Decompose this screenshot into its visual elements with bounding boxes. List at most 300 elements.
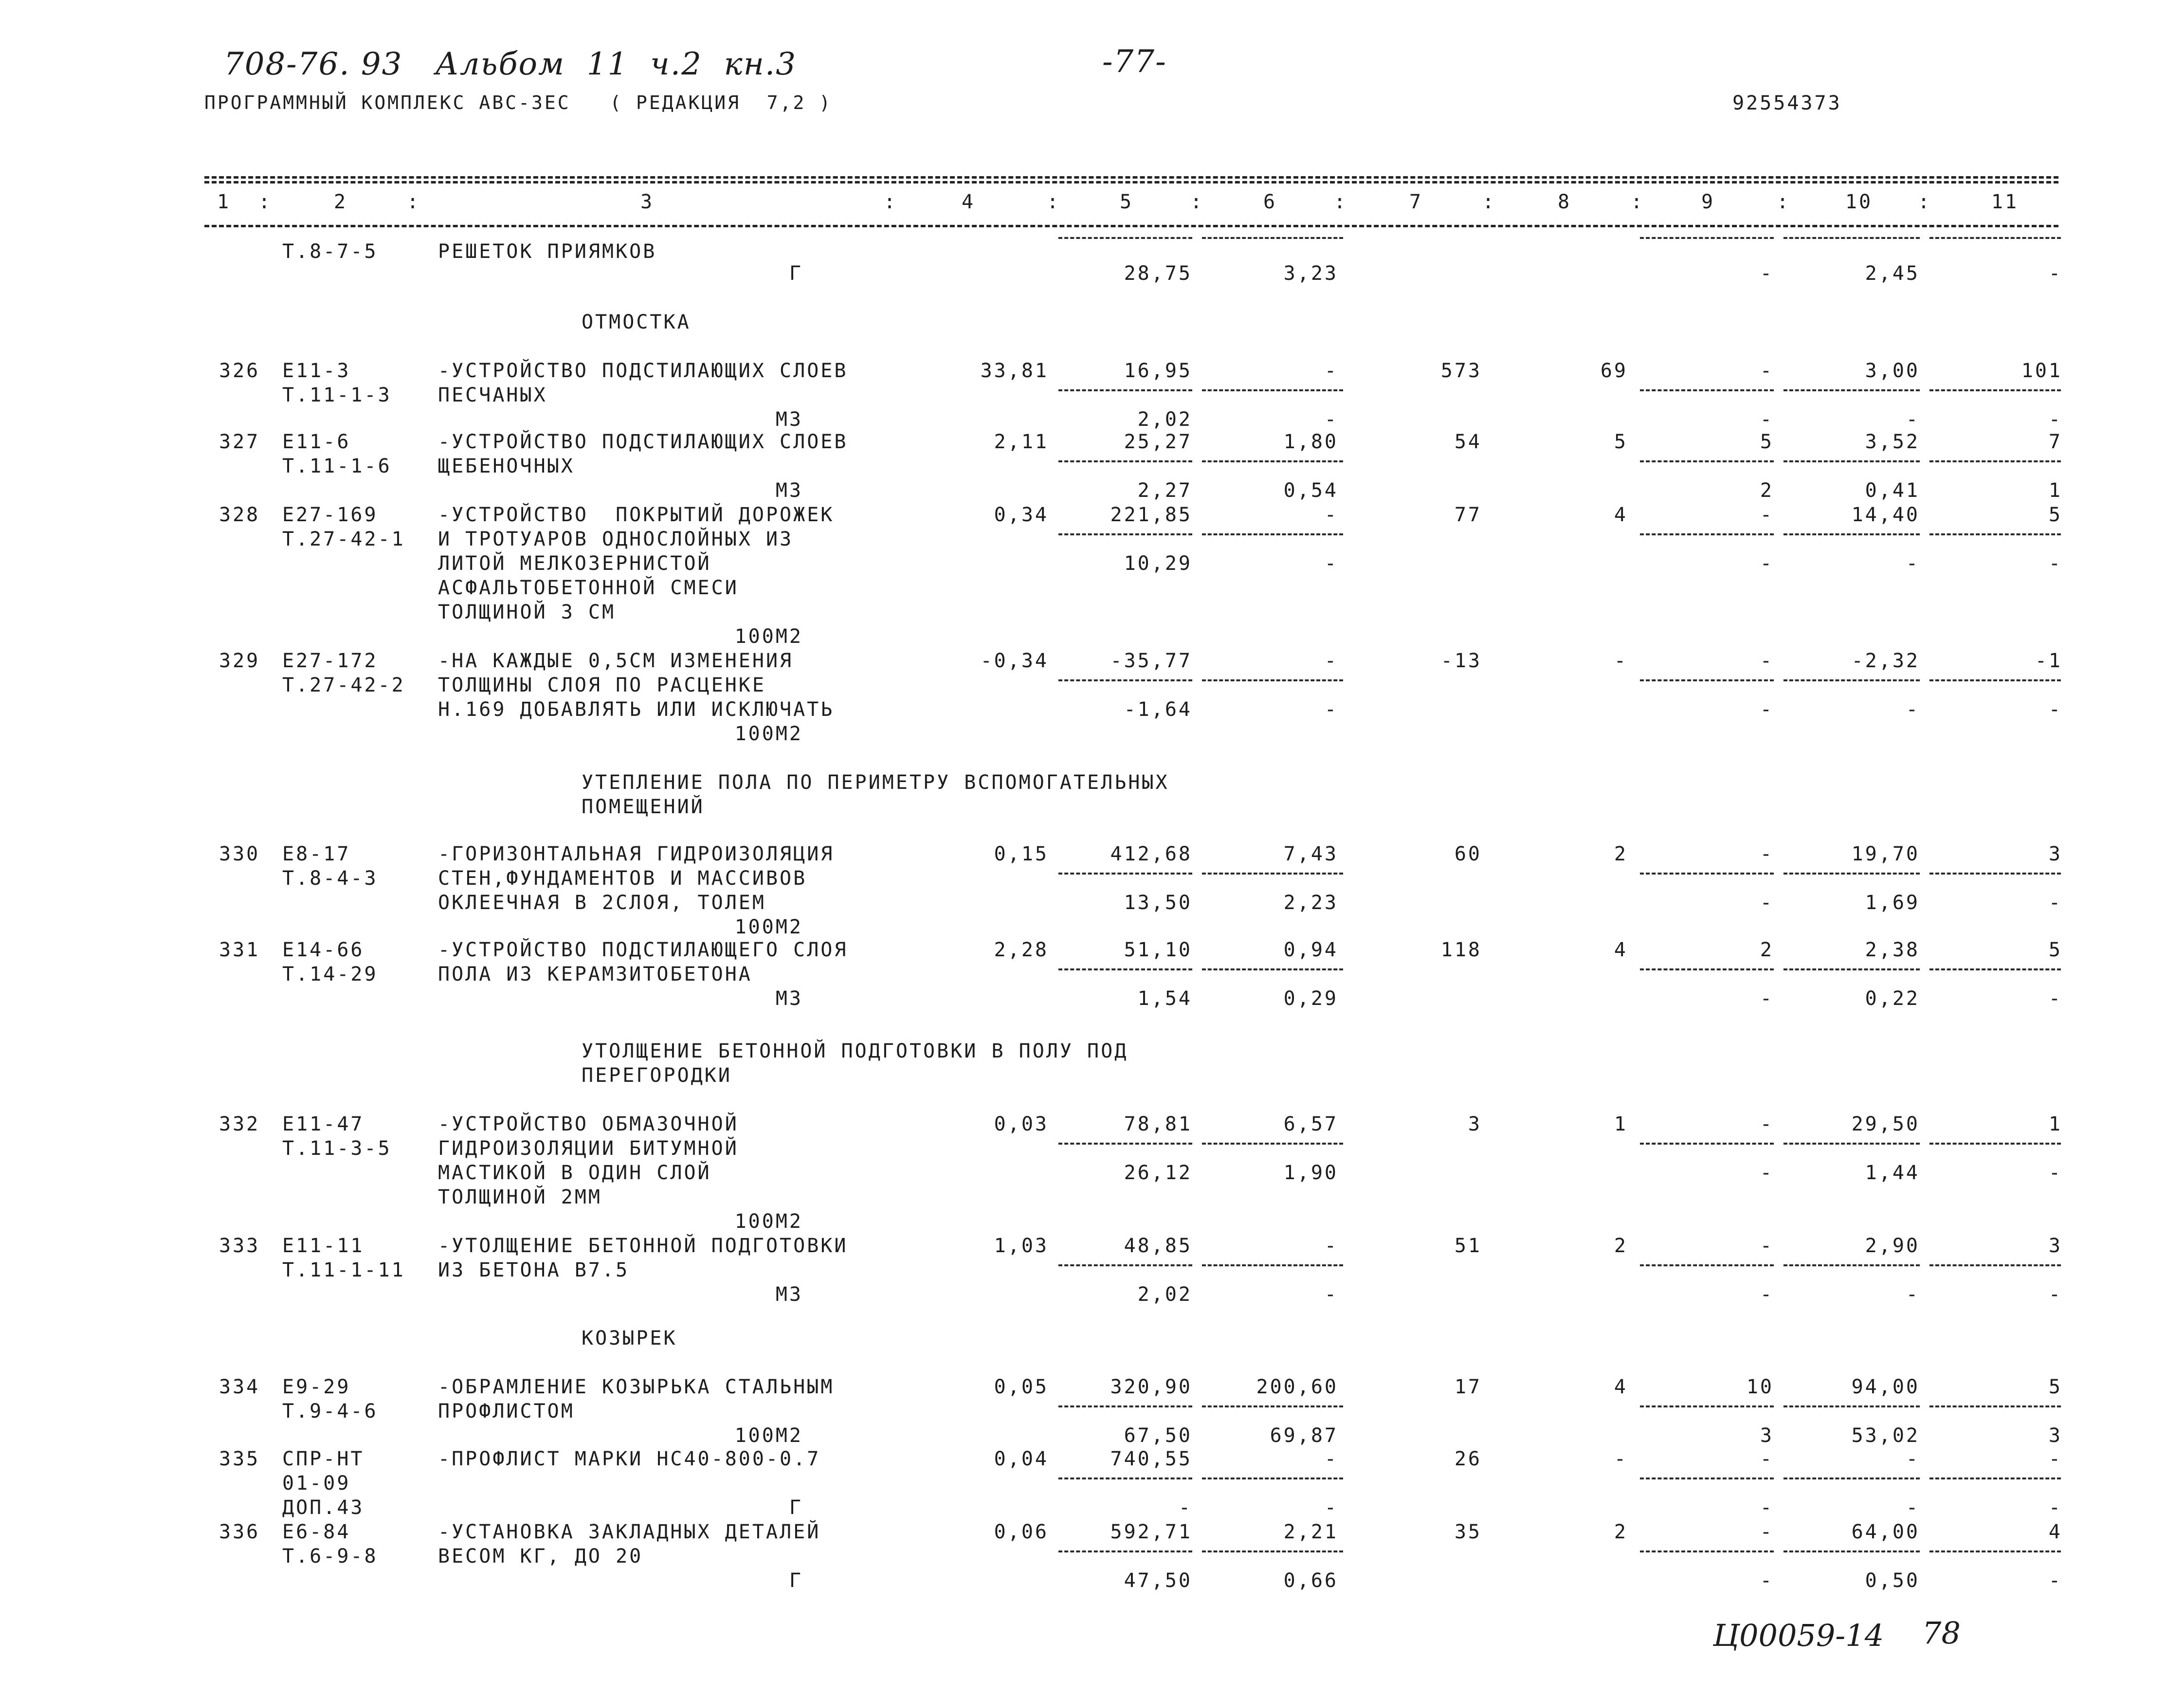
labour-per-unit: 3,52	[1865, 431, 1920, 453]
labour-total: 4	[2048, 1521, 2062, 1543]
norm-code-table: Т.9-4-6	[282, 1400, 378, 1422]
cost-separator	[1058, 460, 1192, 462]
row-number: 326	[219, 360, 260, 382]
total-machines-wages: -	[1760, 262, 1774, 285]
total-machines-wages: -	[1760, 408, 1774, 431]
labour-machinists-per-unit: 0,50	[1865, 1569, 1920, 1592]
work-description: -УСТРОЙСТВО ПОДСТИЛАЮЩЕГО СЛОЯ	[438, 939, 848, 961]
total-machines-wages: 2	[1760, 479, 1774, 502]
labour-per-unit: 94,00	[1851, 1376, 1920, 1398]
norm-code-table: Т.27-42-1	[282, 528, 405, 550]
column-divider: :	[1482, 191, 1496, 213]
column-header-1: 1	[217, 191, 231, 213]
labour-machinists-per-unit: 0,22	[1865, 987, 1920, 1010]
total-machines: 5	[1760, 431, 1774, 453]
cost-separator	[1784, 873, 1920, 875]
work-description: -УТОЛЩЕНИЕ БЕТОННОЙ ПОДГОТОВКИ	[438, 1235, 848, 1257]
labour-total: 1	[2048, 1113, 2062, 1135]
labour-total: 5	[2048, 1376, 2062, 1398]
work-description: -УСТРОЙСТВО ОБМАЗОЧНОЙ	[438, 1113, 739, 1135]
norm-code: Е11-11	[282, 1235, 364, 1257]
program-line: ПРОГРАММНЫЙ КОМПЛЕКС АВС-3ЕС ( РЕДАКЦИЯ 7,2 )	[204, 92, 833, 113]
norm-code: Е11-3	[282, 360, 351, 382]
handwritten-archive-code: Ц00059-14	[1713, 1618, 1884, 1653]
total-wages: 4	[1614, 504, 1628, 526]
labour-total: 101	[2021, 360, 2062, 382]
machine-cost-wages: -	[1324, 1283, 1338, 1306]
norm-code-table: Т.11-3-5	[282, 1137, 392, 1160]
norm-code-table: Т.11-1-6	[282, 455, 392, 477]
cost-separator	[1202, 389, 1343, 391]
total-machines-wages: -	[1760, 1162, 1774, 1184]
unit-cost: 221,85	[1110, 504, 1192, 526]
cost-separator	[1929, 968, 2061, 970]
unit-of-measure: Г	[789, 1569, 803, 1592]
total-machines-wages: -	[1760, 1496, 1774, 1519]
labour-machinists-per-unit: 2,45	[1865, 262, 1920, 285]
unit-cost-wages: 2,02	[1137, 408, 1192, 431]
work-description: ПЕСЧАНЫХ	[438, 384, 547, 406]
cost-separator	[1784, 389, 1920, 391]
column-divider: :	[883, 191, 898, 213]
labour-per-unit: 29,50	[1851, 1113, 1920, 1135]
labour-machinists-per-unit: -	[1906, 552, 1920, 575]
machine-cost: -	[1324, 650, 1338, 672]
cost-separator	[1784, 1550, 1920, 1552]
machine-cost-wages: 0,66	[1283, 1569, 1338, 1592]
work-description: -НА КАЖДЫЕ 0,5СМ ИЗМЕНЕНИЯ	[438, 650, 794, 672]
work-description: ГИДРОИЗОЛЯЦИИ БИТУМНОЙ	[438, 1137, 739, 1160]
unit-cost-wages: 47,50	[1124, 1569, 1192, 1592]
labour-per-unit: 19,70	[1851, 843, 1920, 865]
unit-cost: 48,85	[1124, 1235, 1192, 1257]
total-wages: 2	[1614, 1521, 1628, 1543]
total-machines: 2	[1760, 939, 1774, 961]
work-description: СТЕН,ФУНДАМЕНТОВ И МАССИВОВ	[438, 867, 807, 890]
cost-separator	[1202, 1264, 1343, 1266]
cost-separator	[1929, 460, 2061, 462]
cost-separator	[1784, 460, 1920, 462]
total-machines-wages: -	[1760, 698, 1774, 721]
row-number: 329	[219, 650, 260, 672]
work-description: ПОЛА ИЗ КЕРАМЗИТОБЕТОНА	[438, 963, 752, 985]
norm-code: Е6-84	[282, 1521, 351, 1543]
cost-separator	[1058, 389, 1192, 391]
work-description: ПРОФЛИСТОМ	[438, 1400, 575, 1422]
quantity: 0,05	[994, 1376, 1049, 1398]
cost-separator	[1784, 1264, 1920, 1266]
labour-total: 3	[2048, 843, 2062, 865]
cost-separator	[1784, 1477, 1920, 1479]
total-machines: -	[1760, 650, 1774, 672]
cost-separator	[1202, 237, 1343, 239]
work-description: ЩЕБЕНОЧНЫХ	[438, 455, 575, 477]
total-machines-wages: -	[1760, 892, 1774, 914]
cost-separator	[1640, 679, 1774, 681]
total-cost: 60	[1454, 843, 1482, 865]
work-description: ТОЛЩИНЫ СЛОЯ ПО РАСЦЕНКЕ	[438, 674, 766, 696]
labour-per-unit: -	[1906, 1448, 1920, 1470]
column-header-5: 5	[1119, 191, 1134, 213]
work-description: МАСТИКОЙ В ОДИН СЛОЙ	[438, 1162, 711, 1184]
unit-cost: 16,95	[1124, 360, 1192, 382]
labour-machinists-per-unit: -	[1906, 1496, 1920, 1519]
unit-of-measure: М3	[775, 479, 803, 502]
cost-separator	[1784, 679, 1920, 681]
labour-machinists-per-unit: 0,41	[1865, 479, 1920, 502]
norm-code-extra: ДОП.43	[282, 1496, 364, 1519]
unit-cost-wages: 2,27	[1137, 479, 1192, 502]
cost-separator	[1058, 873, 1192, 875]
column-divider: :	[1333, 191, 1348, 213]
cost-separator	[1640, 460, 1774, 462]
row-number: 332	[219, 1113, 260, 1135]
cost-separator	[1202, 460, 1343, 462]
cost-separator	[1640, 1477, 1774, 1479]
section-heading-utolshenie: УТОЛЩЕНИЕ БЕТОННОЙ ПОДГОТОВКИ В ПОЛУ ПОД	[582, 1040, 1128, 1062]
cost-separator	[1058, 533, 1192, 535]
work-description: -ОБРАМЛЕНИЕ КОЗЫРЬКА СТАЛЬНЫМ	[438, 1376, 835, 1398]
machine-cost: 2,21	[1283, 1521, 1338, 1543]
labour-machinists-per-unit: 1,69	[1865, 892, 1920, 914]
unit-cost-wages: -	[1178, 1496, 1192, 1519]
total-machines: -	[1760, 1235, 1774, 1257]
unit-cost-wages: 1,54	[1137, 987, 1192, 1010]
machine-cost: 1,80	[1283, 431, 1338, 453]
cost-separator	[1929, 1143, 2061, 1145]
total-cost: 54	[1454, 431, 1482, 453]
work-description: -УСТРОЙСТВО ПОДСТИЛАЮЩИХ СЛОЕВ	[438, 431, 848, 453]
quantity: 33,81	[980, 360, 1049, 382]
total-cost: -13	[1440, 650, 1482, 672]
total-machines: -	[1760, 843, 1774, 865]
norm-code: Е8-17	[282, 843, 351, 865]
total-cost: 17	[1454, 1376, 1482, 1398]
quantity: 2,11	[994, 431, 1049, 453]
cost-separator	[1058, 1143, 1192, 1145]
unit-of-measure: 100М2	[734, 916, 803, 938]
cost-separator	[1784, 968, 1920, 970]
machine-cost: 200,60	[1256, 1376, 1338, 1398]
total-cost: 3	[1468, 1113, 1482, 1135]
norm-code-table: Т.27-42-2	[282, 674, 405, 696]
quantity: -0,34	[980, 650, 1049, 672]
cost-separator	[1784, 1405, 1920, 1407]
total-wages: 5	[1614, 431, 1628, 453]
column-divider: :	[1046, 191, 1061, 213]
work-description: -УСТРОЙСТВО ПОКРЫТИЙ ДОРОЖЕК	[438, 504, 835, 526]
unit-of-measure: М3	[775, 408, 803, 431]
labour-machinists-total: -	[2048, 698, 2062, 721]
machine-cost: -	[1324, 1235, 1338, 1257]
cost-separator	[1929, 1405, 2061, 1407]
cost-separator	[1929, 1264, 2061, 1266]
work-description: -УСТАНОВКА ЗАКЛАДНЫХ ДЕТАЛЕЙ	[438, 1521, 821, 1543]
machine-cost: -	[1324, 504, 1338, 526]
labour-per-unit: 3,00	[1865, 360, 1920, 382]
norm-code-table: Т.11-1-3	[282, 384, 392, 406]
norm-code: СПР-НТ	[282, 1448, 364, 1470]
cost-separator	[1058, 968, 1192, 970]
total-wages: 4	[1614, 939, 1628, 961]
section-heading-uteplenie: УТЕПЛЕНИЕ ПОЛА ПО ПЕРИМЕТРУ ВСПОМОГАТЕЛЬНЫХ	[582, 771, 1169, 794]
norm-code-table: Т.6-9-8	[282, 1545, 378, 1568]
machine-cost-wages: -	[1324, 408, 1338, 431]
cost-separator	[1784, 237, 1920, 239]
cost-separator	[1929, 237, 2061, 239]
labour-machinists-per-unit: 1,44	[1865, 1162, 1920, 1184]
column-divider: :	[1630, 191, 1645, 213]
labour-machinists-total: -	[2048, 892, 2062, 914]
cost-separator	[1929, 1477, 2061, 1479]
machine-cost-wages: 1,90	[1283, 1162, 1338, 1184]
cost-separator	[1640, 873, 1774, 875]
norm-code: Е11-6	[282, 431, 351, 453]
unit-cost-wages: 28,75	[1124, 262, 1192, 285]
total-wages: -	[1614, 650, 1628, 672]
labour-total: -1	[2035, 650, 2062, 672]
quantity: 0,06	[994, 1521, 1049, 1543]
cost-separator	[1929, 1550, 2061, 1552]
labour-per-unit: 64,00	[1851, 1521, 1920, 1543]
cost-separator	[1058, 1405, 1192, 1407]
unit-cost: 51,10	[1124, 939, 1192, 961]
labour-machinists-per-unit: 53,02	[1851, 1424, 1920, 1447]
quantity: 0,03	[994, 1113, 1049, 1135]
cost-separator	[1640, 968, 1774, 970]
total-cost: 51	[1454, 1235, 1482, 1257]
row-number: 327	[219, 431, 260, 453]
total-machines: -	[1760, 504, 1774, 526]
unit-of-measure: 100М2	[734, 723, 803, 745]
row-number: 335	[219, 1448, 260, 1470]
section-heading-kozyrek: КОЗЫРЕК	[582, 1327, 677, 1350]
machine-cost-wages: 0,54	[1283, 479, 1338, 502]
unit-cost-wages: 26,12	[1124, 1162, 1192, 1184]
unit-cost: -35,77	[1110, 650, 1192, 672]
machine-cost-wages: -	[1324, 1496, 1338, 1519]
unit-of-measure: М3	[775, 1283, 803, 1306]
unit-cost: 78,81	[1124, 1113, 1192, 1135]
cost-separator	[1640, 237, 1774, 239]
total-wages: 2	[1614, 843, 1628, 865]
machine-cost: 0,94	[1283, 939, 1338, 961]
unit-of-measure: Г	[789, 262, 803, 285]
unit-cost: 320,90	[1110, 1376, 1192, 1398]
total-cost: 573	[1440, 360, 1482, 382]
cost-separator	[1058, 679, 1192, 681]
cost-separator	[1929, 389, 2061, 391]
unit-of-measure: 100М2	[734, 625, 803, 648]
column-divider: :	[258, 191, 273, 213]
section-heading-otmostka: ОТМОСТКА	[582, 311, 691, 333]
column-header-2: 2	[333, 191, 348, 213]
unit-cost-wages: 67,50	[1124, 1424, 1192, 1447]
column-header-7: 7	[1409, 191, 1423, 213]
cost-separator	[1640, 1550, 1774, 1552]
machine-cost-wages: 3,23	[1283, 262, 1338, 285]
work-description: ЛИТОЙ МЕЛКОЗЕРНИСТОЙ	[438, 552, 711, 575]
total-wages: 1	[1614, 1113, 1628, 1135]
labour-total: 3	[2048, 1235, 2062, 1257]
labour-machinists-per-unit: -	[1906, 698, 1920, 721]
column-divider: :	[406, 191, 421, 213]
work-description: ТОЛЩИНОЙ 2ММ	[438, 1186, 602, 1208]
row-number: 331	[219, 939, 260, 961]
quantity: 1,03	[994, 1235, 1049, 1257]
total-machines-wages: -	[1760, 1569, 1774, 1592]
quantity: 0,04	[994, 1448, 1049, 1470]
cost-separator	[1058, 237, 1192, 239]
cost-separator	[1640, 389, 1774, 391]
cost-separator	[1202, 968, 1343, 970]
labour-per-unit: -2,32	[1851, 650, 1920, 672]
column-divider: :	[1776, 191, 1791, 213]
cost-separator	[1929, 533, 2061, 535]
norm-code: Е27-169	[282, 504, 378, 526]
labour-per-unit: 2,38	[1865, 939, 1920, 961]
unit-cost: 740,55	[1110, 1448, 1192, 1470]
machine-cost: 6,57	[1283, 1113, 1338, 1135]
labour-machinists-total: 1	[2048, 479, 2062, 502]
column-divider: :	[1190, 191, 1204, 213]
work-description: ИЗ БЕТОНА В7.5	[438, 1259, 630, 1281]
column-header-10: 10	[1845, 191, 1873, 213]
document-code: 92554373	[1732, 92, 1842, 114]
column-header-8: 8	[1557, 191, 1572, 213]
labour-per-unit: 2,90	[1865, 1235, 1920, 1257]
norm-code-table: Т.14-29	[282, 963, 378, 985]
labour-machinists-total: 3	[2048, 1424, 2062, 1447]
total-machines: -	[1760, 1113, 1774, 1135]
cost-separator	[1929, 679, 2061, 681]
labour-machinists-total: -	[2048, 408, 2062, 431]
quantity: 0,34	[994, 504, 1049, 526]
unit-of-measure: 100М2	[734, 1210, 803, 1233]
machine-cost: -	[1324, 360, 1338, 382]
total-machines: -	[1760, 1448, 1774, 1470]
cost-separator	[1929, 873, 2061, 875]
column-header-11: 11	[1991, 191, 2019, 213]
total-wages: -	[1614, 1448, 1628, 1470]
labour-machinists-per-unit: -	[1906, 408, 1920, 431]
total-wages: 4	[1614, 1376, 1628, 1398]
total-machines-wages: 3	[1760, 1424, 1774, 1447]
table-top-rule	[204, 176, 2058, 179]
row-number: 336	[219, 1521, 260, 1543]
column-header-6: 6	[1263, 191, 1277, 213]
machine-cost: 7,43	[1283, 843, 1338, 865]
unit-cost-wages: 10,29	[1124, 552, 1192, 575]
labour-total: -	[2048, 1448, 2062, 1470]
cost-separator	[1058, 1264, 1192, 1266]
handwritten-sheet-number: 78	[1922, 1615, 1961, 1651]
total-machines: -	[1760, 360, 1774, 382]
section-heading-uteplenie-cont: ПОМЕЩЕНИЙ	[582, 796, 705, 818]
labour-per-unit: 14,40	[1851, 504, 1920, 526]
unit-cost-wages: 13,50	[1124, 892, 1192, 914]
cost-separator	[1202, 1477, 1343, 1479]
cost-separator	[1784, 533, 1920, 535]
cost-separator	[1202, 1550, 1343, 1552]
total-cost: 77	[1454, 504, 1482, 526]
norm-code-table: 01-09	[282, 1472, 351, 1495]
machine-cost-wages: 0,29	[1283, 987, 1338, 1010]
total-machines: -	[1760, 1521, 1774, 1543]
column-header-3: 3	[640, 191, 655, 213]
work-description: ВЕСОМ КГ, ДО 20	[438, 1545, 643, 1568]
labour-machinists-total: -	[2048, 1496, 2062, 1519]
unit-cost: 25,27	[1124, 431, 1192, 453]
row-number: 328	[219, 504, 260, 526]
labour-machinists-per-unit: -	[1906, 1283, 1920, 1306]
cost-separator	[1640, 1264, 1774, 1266]
labour-total: 5	[2048, 504, 2062, 526]
cost-separator	[1058, 1550, 1192, 1552]
unit-of-measure: М3	[775, 987, 803, 1010]
total-cost: 118	[1440, 939, 1482, 961]
work-description: -ПРОФЛИСТ МАРКИ НС40-800-0.7	[438, 1448, 821, 1470]
cost-separator	[1202, 679, 1343, 681]
unit-cost: 412,68	[1110, 843, 1192, 865]
row-number: 330	[219, 843, 260, 865]
labour-machinists-total: -	[2048, 1569, 2062, 1592]
work-description: АСФАЛЬТОБЕТОННОЙ СМЕСИ	[438, 577, 739, 599]
unit-cost-wages: 2,02	[1137, 1283, 1192, 1306]
machine-cost-wages: -	[1324, 698, 1338, 721]
total-machines: 10	[1746, 1376, 1774, 1398]
cost-separator	[1202, 1405, 1343, 1407]
cost-separator	[1202, 1143, 1343, 1145]
labour-total: 5	[2048, 939, 2062, 961]
machine-cost-wages: 69,87	[1270, 1424, 1338, 1447]
labour-total: 7	[2048, 431, 2062, 453]
work-description: -УСТРОЙСТВО ПОДСТИЛАЮЩИХ СЛОЕВ	[438, 360, 848, 382]
labour-machinists-total: -	[2048, 1162, 2062, 1184]
column-header-9: 9	[1701, 191, 1715, 213]
work-description: И ТРОТУАРОВ ОДНОСЛОЙНЫХ ИЗ	[438, 528, 794, 550]
quantity: 2,28	[994, 939, 1049, 961]
machine-cost-wages: 2,23	[1283, 892, 1338, 914]
total-cost: 35	[1454, 1521, 1482, 1543]
labour-machinists-total: -	[2048, 987, 2062, 1010]
work-description: ОКЛЕЕЧНАЯ В 2СЛОЯ, ТОЛЕМ	[438, 892, 766, 914]
total-wages: 2	[1614, 1235, 1628, 1257]
work-description: РЕШЕТОК ПРИЯМКОВ	[438, 240, 657, 263]
labour-machinists-total: -	[2048, 552, 2062, 575]
total-machines-wages: -	[1760, 1283, 1774, 1306]
norm-code: Е27-172	[282, 650, 378, 672]
norm-code-table: Т.8-4-3	[282, 867, 378, 890]
work-description: Н.169 ДОБАВЛЯТЬ ИЛИ ИСКЛЮЧАТЬ	[438, 698, 835, 721]
table-top-rule-2	[204, 181, 2058, 183]
norm-code-table: Т.11-1-11	[282, 1259, 405, 1281]
cost-separator	[1058, 1477, 1192, 1479]
norm-code: Т.8-7-5	[282, 240, 378, 263]
unit-cost: 592,71	[1110, 1521, 1192, 1543]
norm-code: Е11-47	[282, 1113, 364, 1135]
norm-code: Е14-66	[282, 939, 364, 961]
work-description: ТОЛЩИНОЙ 3 СМ	[438, 601, 616, 623]
norm-code: Е9-29	[282, 1376, 351, 1398]
section-heading-utolshenie-cont: ПЕРЕГОРОДКИ	[582, 1064, 732, 1087]
labour-machinists-total: -	[2048, 262, 2062, 285]
cost-separator	[1784, 1143, 1920, 1145]
row-number: 333	[219, 1235, 260, 1257]
cost-separator	[1640, 1143, 1774, 1145]
quantity: 0,15	[994, 843, 1049, 865]
total-cost: 26	[1454, 1448, 1482, 1470]
